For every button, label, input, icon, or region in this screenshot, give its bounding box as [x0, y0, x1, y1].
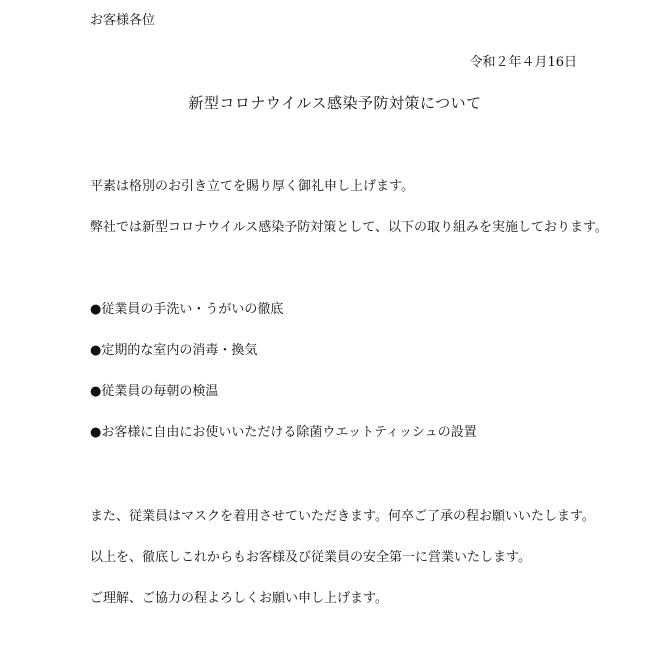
closing-commitment: 以上を、徹底しこれからもお客様及び従業員の安全第一に営業いたします。 — [90, 550, 531, 565]
measure-text: 定期的な室内の消毒・換気 — [101, 343, 258, 358]
notice-date: 令和２年４月16日 — [469, 55, 577, 70]
intro-greeting: 平素は格別のお引き立てを賜り厚く御礼申し上げます。 — [90, 179, 414, 194]
bullet-icon: ● — [90, 343, 102, 358]
closing-mask-notice: また、従業員はマスクを着用させていただきます。何卒ご了承の程お願いいたします。 — [90, 509, 595, 524]
bullet-icon: ● — [90, 384, 102, 399]
addressee: お客様各位 — [90, 13, 156, 28]
measure-item — [90, 383, 218, 401]
measure-item — [90, 342, 257, 360]
measure-text: 従業員の手洗い・うがいの徹底 — [101, 302, 284, 317]
measure-item — [90, 424, 477, 442]
notice-title: 新型コロナウイルス感染予防対策について — [188, 94, 482, 112]
bullet-icon: ● — [90, 302, 102, 317]
measure-item — [90, 301, 283, 319]
measure-text: 従業員の毎朝の検温 — [101, 384, 219, 399]
bullet-icon: ● — [90, 425, 102, 440]
measure-text: お客様に自由にお使いいただける除菌ウエットティッシュの設置 — [101, 425, 477, 440]
closing-request: ご理解、ご協力の程よろしくお願い申し上げます。 — [90, 591, 388, 606]
intro-statement: 弊社では新型コロナウイルス感染予防対策として、以下の取り組みを実施しております。 — [90, 220, 608, 235]
